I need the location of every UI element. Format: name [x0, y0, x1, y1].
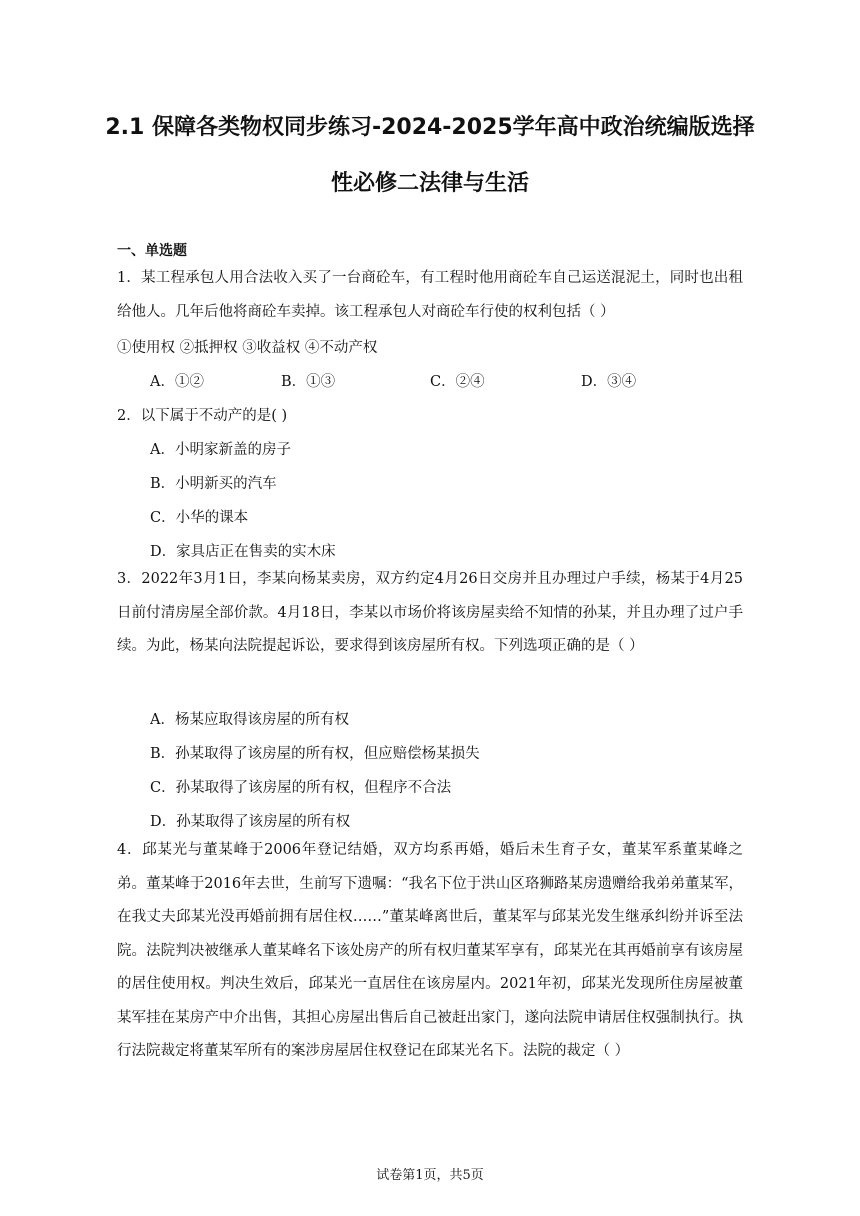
page-title: 2.1 保障各类物权同步练习-2024-2025学年高中政治统编版选择性必修二法律与生活 — [105, 115, 755, 196]
question-3-option-c: C．孙某取得了该房屋的所有权，但程序不合法 — [150, 780, 452, 796]
question-2-option-c: C．小华的课本 — [150, 510, 249, 526]
question-1-stem: 1．某工程承包人用合法收入买了一台商砼车，有工程时他用商砼车自己运送混泥土，同时也出租给他人。几年后他将商砼车卖掉。该工程承包人对商砼车行使的权利包括（ ） — [117, 270, 743, 320]
question-3-option-a: A．杨某应取得该房屋的所有权 — [150, 712, 349, 728]
page-footer: 试卷第1页，共5页 — [376, 1168, 484, 1183]
question-3-stem: 3．2022年3月1日，李某向杨某卖房，双方约定4月26日交房并且办理过户手续，杨某于4月25日前付清房屋全部价款。4月18日，李某以市场价将该房屋卖给不知情的孙某，并且办理了过户手续。为此，杨某向法院提起诉讼，要求得到该房屋所有权。下列选项正确的是（ ） — [117, 571, 743, 654]
question-1-option-a: A．①② — [150, 374, 204, 390]
question-3-option-b: B．孙某取得了该房屋的所有权，但应赔偿杨某损失 — [150, 746, 480, 762]
question-3-option-d: D．孙某取得了该房屋的所有权 — [150, 814, 351, 830]
question-1-option-d: D．③④ — [581, 374, 637, 390]
section-heading: 一、单选题 — [117, 243, 187, 259]
question-1-option-b: B．①③ — [281, 374, 336, 390]
question-4-stem: 4．邱某光与董某峰于2006年登记结婚，双方均系再婚，婚后未生育子女，董某军系董某峰之弟。董某峰于2016年去世，生前写下遗嘱：“我名下位于洪山区珞狮路某房遗赠给我弟弟董某军，在我丈夫邱某光没再婚前拥有居住权……”董某峰离世后，董某军与邱某光发生继承纠纷并诉至法院。法院判决被继承人董某峰名下该处房产的所有权归董某军享有，邱某光在其再婚前享有该房屋的居住使用权。判决生效后，邱某光一直居住在该房屋内。2021年初，邱某光发现所住房屋被董某军挂在某房产中介出售，其担心房屋出售后自己被赶出家门，遂向法院申请居住权强制执行。执行法院裁定将董某军所有的案涉房屋居住权登记在邱某光名下。法院的裁定（ ） — [117, 842, 743, 1059]
question-2-option-d: D．家具店正在售卖的实木床 — [150, 544, 336, 560]
question-1-sub: ①使用权 ②抵押权 ③收益权 ④不动产权 — [117, 340, 378, 356]
question-2-option-a: A．小明家新盖的房子 — [150, 442, 291, 458]
question-2-option-b: B．小明新买的汽车 — [150, 476, 277, 492]
question-1-option-c: C．②④ — [430, 374, 485, 390]
question-2-stem: 2．以下属于不动产的是( ) — [117, 408, 288, 424]
